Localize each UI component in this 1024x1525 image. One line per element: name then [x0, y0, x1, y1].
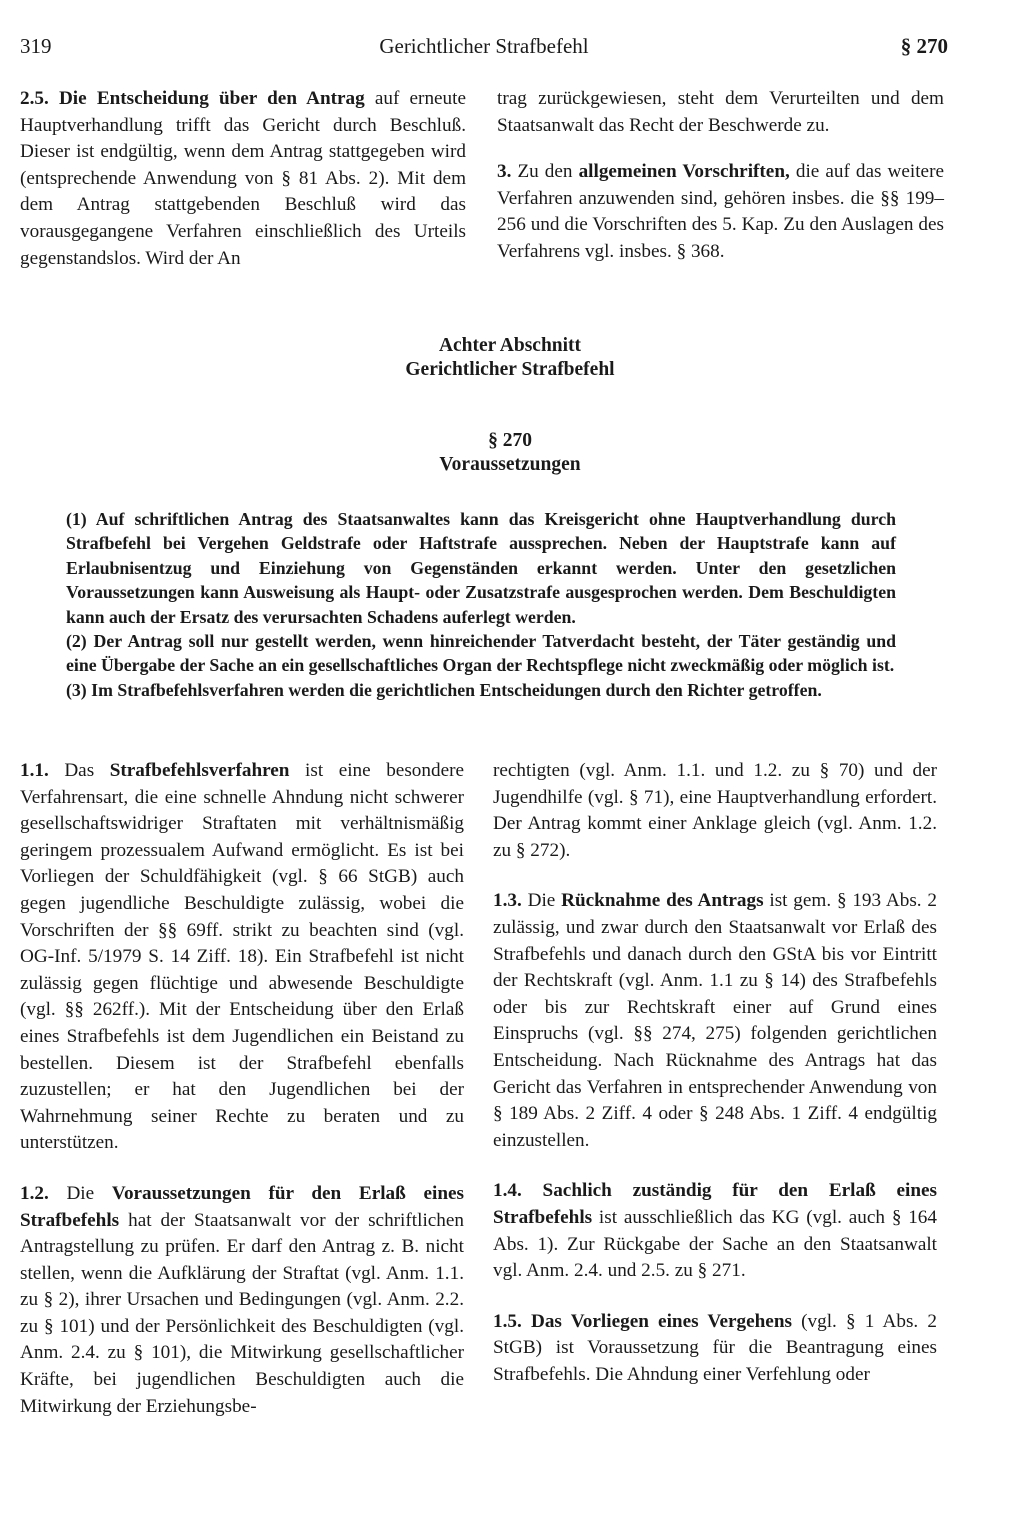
commentary-top-right — [497, 86, 944, 266]
page-header — [20, 34, 948, 64]
annotation-number: 2.5. — [20, 88, 49, 109]
annotation-1-2-continued — [493, 758, 937, 864]
annotation-keyword: allgemeinen Vorschriften, — [578, 161, 790, 183]
annotation-text: trag zurückgewiesen, steht dem Verurteilten und dem Staatsanwalt das Recht der Beschwerde zu. — [497, 88, 944, 136]
annotation-keyword: Sachlich zuständig für den Erlaß eines Strafbefehls — [493, 1180, 937, 1228]
statute-subsection-3: (3) Im Strafbefehlsverfahren werden die gerichtlichen Entscheidungen durch den Richter getroffen. — [66, 679, 822, 700]
statute-subsection-1: (1) Auf schriftlichen Antrag des Staatsanwaltes kann das Kreisgericht ohne Hauptverhandlung durch Strafbefehl bei Vergehen Geldstrafe oder Haftstrafe aussprechen. Neben der Hauptstrafe kann auf Erlaubnisentzug und Einziehung von Gegenständen erkannt werden. Unter den gesetzlichen Voraussetzungen kann Ausweisung als Haupt- oder Zusatzstrafe ausgesprochen werden. Dem Beschuldigten kann auch der Ersatz des verursachten Schadens auferlegt werden. — [66, 509, 896, 627]
annotation-1-3: 1.3. Die Rücknahme des Antrags ist gem. § 193 Abs. 2 zulässig, und zwar durch den Staatsanwalt vor Erlaß des Strafbefehls und danach durch den GStA bis vor Eintritt der Rechtskraft (vgl. Anm. 1.1 zu § 14) des Strafbefehls oder bis zur Rechtskraft einer auf Grund eines Einspruchs (vgl. §§ 274, 275) folgenden gerichtlichen Entscheidung. Nach Rücknahme des Antrags hat das Gericht das Verfahren in entsprechender Anwendung von § 189 Abs. 2 Ziff. 4 oder § 248 Abs. 1 Ziff. 4 endgültig einzustellen. — [493, 890, 937, 1151]
annotation-1-5: 1.5. Das Vorliegen eines Vergehens (vgl. § 1 Abs. 2 StGB) ist Voraussetzung für die Beantragung eines Strafbefehls. Die Ahndung einer Verfehlung oder — [493, 1310, 938, 1385]
annotation-1-2: 1.2. Die Voraussetzungen für den Erlaß eines Strafbefehls hat der Staatsanwalt vor der schriftlichen Antragstellung zu prüfen. Er darf den Antrag z. B. nicht stellen, wenn die Aufklärung der Straftat (vgl. Anm. 1.1. zu § 2), ihrer Ursachen und Bedingungen (vgl. Anm. 2.2. zu § 101) und der Persönlichkeit des Beschuldigten (vgl. Anm. 2.4. zu § 101), die Mitwirkung gesellschaftlicher Kräfte, bei jugendlichen Beschuldigten auch die Mitwirkung der Erziehungsbe- — [20, 1182, 464, 1417]
annotation-text: (vgl. § 1 Abs. 2 StGB) ist Voraussetzung für die Beantragung eines Strafbefehls. Die Ahndung einer Verfehlung oder — [493, 1310, 938, 1385]
annotation-keyword: Die Entscheidung über den Antrag — [58, 88, 365, 109]
annotation-text: die auf das weitere Verfahren anzuwenden sind, gehören insbes. die §§ 199–256 und die Vorschriften des 5. Kap. Zu den Auslagen des Verfahrens vgl. insbes. § 368. — [497, 161, 944, 262]
annotation-2-5 — [20, 86, 466, 272]
statute-text — [66, 507, 896, 702]
running-title: Gerichtlicher Strafbefehl — [379, 34, 589, 58]
statute-subsection-2: (2) Der Antrag soll nur gestellt werden, wenn hinreichender Tatverdacht besteht, der Täter geständig und eine Übergabe der Sache an ein gesellschaftliches Organ der Rechtspflege nicht zweckmäßig oder möglich ist. — [66, 631, 896, 676]
annotation-keyword: Rücknahme des Antrags — [561, 890, 764, 912]
annotation-keyword: Das Vorliegen eines Vergehens — [530, 1310, 792, 1332]
commentary-bottom-right — [493, 758, 937, 1388]
annotation-1-4: 1.4. Sachlich zuständig für den Erlaß eines Strafbefehls ist ausschließlich das KG (vgl. auch § 164 Abs. 1). Zur Rückgabe der Sache an den Staatsanwalt vgl. Anm. 2.4. und 2.5. zu § 271. — [493, 1180, 937, 1282]
annotation-keyword: Strafbefehlsverfahren — [109, 760, 290, 781]
paragraph-number: § 270 — [488, 430, 532, 451]
paragraph-title: Voraussetzungen — [439, 454, 581, 475]
annotation-2-5-continued — [497, 86, 944, 139]
annotation-text: ist ausschließlich das KG (vgl. auch § 164 Abs. 1). Zur Rückgabe der Sache an den Staatsanwalt vgl. Anm. 2.4. und 2.5. zu § 271. — [493, 1206, 937, 1282]
chapter-title: Gerichtlicher Strafbefehl — [405, 359, 615, 380]
annotation-text: hat der Staatsanwalt vor der schriftlichen Antragstellung zu prüfen. Er darf den Antrag z. B. nicht stellen, wenn die Aufklärung der Straftat (vgl. Anm. 1.1. zu § 2), ihrer Ursachen und Bedingungen (vgl. Anm. 2.2. zu § 101) und der Persönlichkeit des Beschuldigten (vgl. Anm. 2.4. zu § 101), die Mitwirkung gesellschaftlicher Kräfte, bei jugendlichen Beschuldigten auch die Mitwirkung der Erziehungsbe- — [20, 1209, 464, 1417]
section-reference: § 270 — [900, 34, 948, 58]
chapter-heading — [0, 334, 1024, 382]
annotation-text: ist gem. § 193 Abs. 2 zulässig, und zwar durch den Staatsanwalt vor Erlaß des Strafbefehls und danach durch den GStA bis vor Eintritt der Rechtskraft (vgl. Anm. 1.1 zu § 14) des Strafbefehls oder bis zur Rechtskraft einer auf Grund eines Einspruchs (vgl. §§ 274, 275) folgenden gerichtlichen Entscheidung. Nach Rücknahme des Antrags hat das Gericht das Verfahren in entsprechender Anwendung von § 189 Abs. 2 Ziff. 4 oder § 248 Abs. 1 Ziff. 4 endgültig einzustellen. — [493, 890, 937, 1151]
commentary-top-left — [20, 86, 466, 272]
commentary-bottom-left — [20, 758, 464, 1420]
page-number: 319 — [20, 34, 52, 58]
annotation-number: 3. — [497, 161, 512, 183]
paragraph-heading — [0, 429, 1024, 477]
annotation-text: rechtigten (vgl. Anm. 1.1. und 1.2. zu § 70) und der Jugendhilfe (vgl. § 71), eine Hauptverhandlung erfordert. Der Antrag kommt einer Anklage gleich (vgl. Anm. 1.2. zu § 272). — [493, 760, 937, 861]
annotation-keyword: Voraussetzungen für den Erlaß eines Strafbefehls — [20, 1182, 464, 1231]
annotation-3: 3. Zu den allgemeinen Vorschriften, die auf das weitere Verfahren anzuwenden sind, gehören insbes. die §§ 199–256 und die Vorschriften des 5. Kap. Zu den Auslagen des Verfahrens vgl. insbes. § 368. — [497, 161, 944, 262]
annotation-text: auf erneute Hauptverhandlung trifft das Gericht durch Beschluß. Dieser ist endgültig, wenn dem Antrag stattgegeben wird (entsprechende Anwendung von § 81 Abs. 2). Mit dem dem Antrag stattgebenden Beschluß wird das vorausgegangene Verfahren einschließlich des Urteils gegenstandslos. Wird der An — [20, 88, 466, 269]
annotation-1-1: 1.1. Das Strafbefehlsverfahren ist eine besondere Verfahrensart, die eine schnelle Ahndung nicht schwerer gesellschaftswidriger Straftaten mit verhältnismäßig geringem prozessualem Aufwand ermöglicht. Es ist bei Vorliegen der Schuldfähigkeit (vgl. § 66 StGB) auch gegen jugendliche Beschuldigte zulässig, wobei die Vorschriften der §§ 69ff. strikt zu beachten sind (vgl. OG-Inf. 5/1979 S. 14 Ziff. 18). Ein Strafbefehl ist nicht zulässig gegen flüchtige und abwesende Beschuldigte (vgl. §§ 262ff.). Mit der Entscheidung über den Erlaß eines Strafbefehls ist dem Jugendlichen ein Beistand zu bestellen. Diesem ist der Strafbefehl ebenfalls zuzustellen; er hat den Jugendlichen bei der Wahrnehmung seiner Rechte zu beraten und zu unterstützen. — [20, 760, 464, 1154]
chapter-number: Achter Abschnitt — [438, 335, 582, 356]
annotation-text: ist eine besondere Verfahrensart, die eine schnelle Ahndung nicht schwerer gesellschaftswidriger Straftaten mit verhältnismäßig geringem prozessualem Aufwand ermöglicht. Es ist bei Vorliegen der Schuldfähigkeit (vgl. § 66 StGB) auch gegen jugendliche Beschuldigte zulässig, wobei die Vorschriften der §§ 69ff. strikt zu beachten sind (vgl. OG-Inf. 5/1979 S. 14 Ziff. 18). Ein Strafbefehl ist nicht zulässig gegen flüchtige und abwesende Beschuldigte (vgl. §§ 262ff.). Mit der Entscheidung über den Erlaß eines Strafbefehls ist dem Jugendlichen ein Beistand zu bestellen. Diesem ist der Strafbefehl ebenfalls zuzustellen; er hat den Jugendlichen bei der Wahrnehmung seiner Rechte zu beraten und zu unterstützen. — [20, 760, 464, 1154]
